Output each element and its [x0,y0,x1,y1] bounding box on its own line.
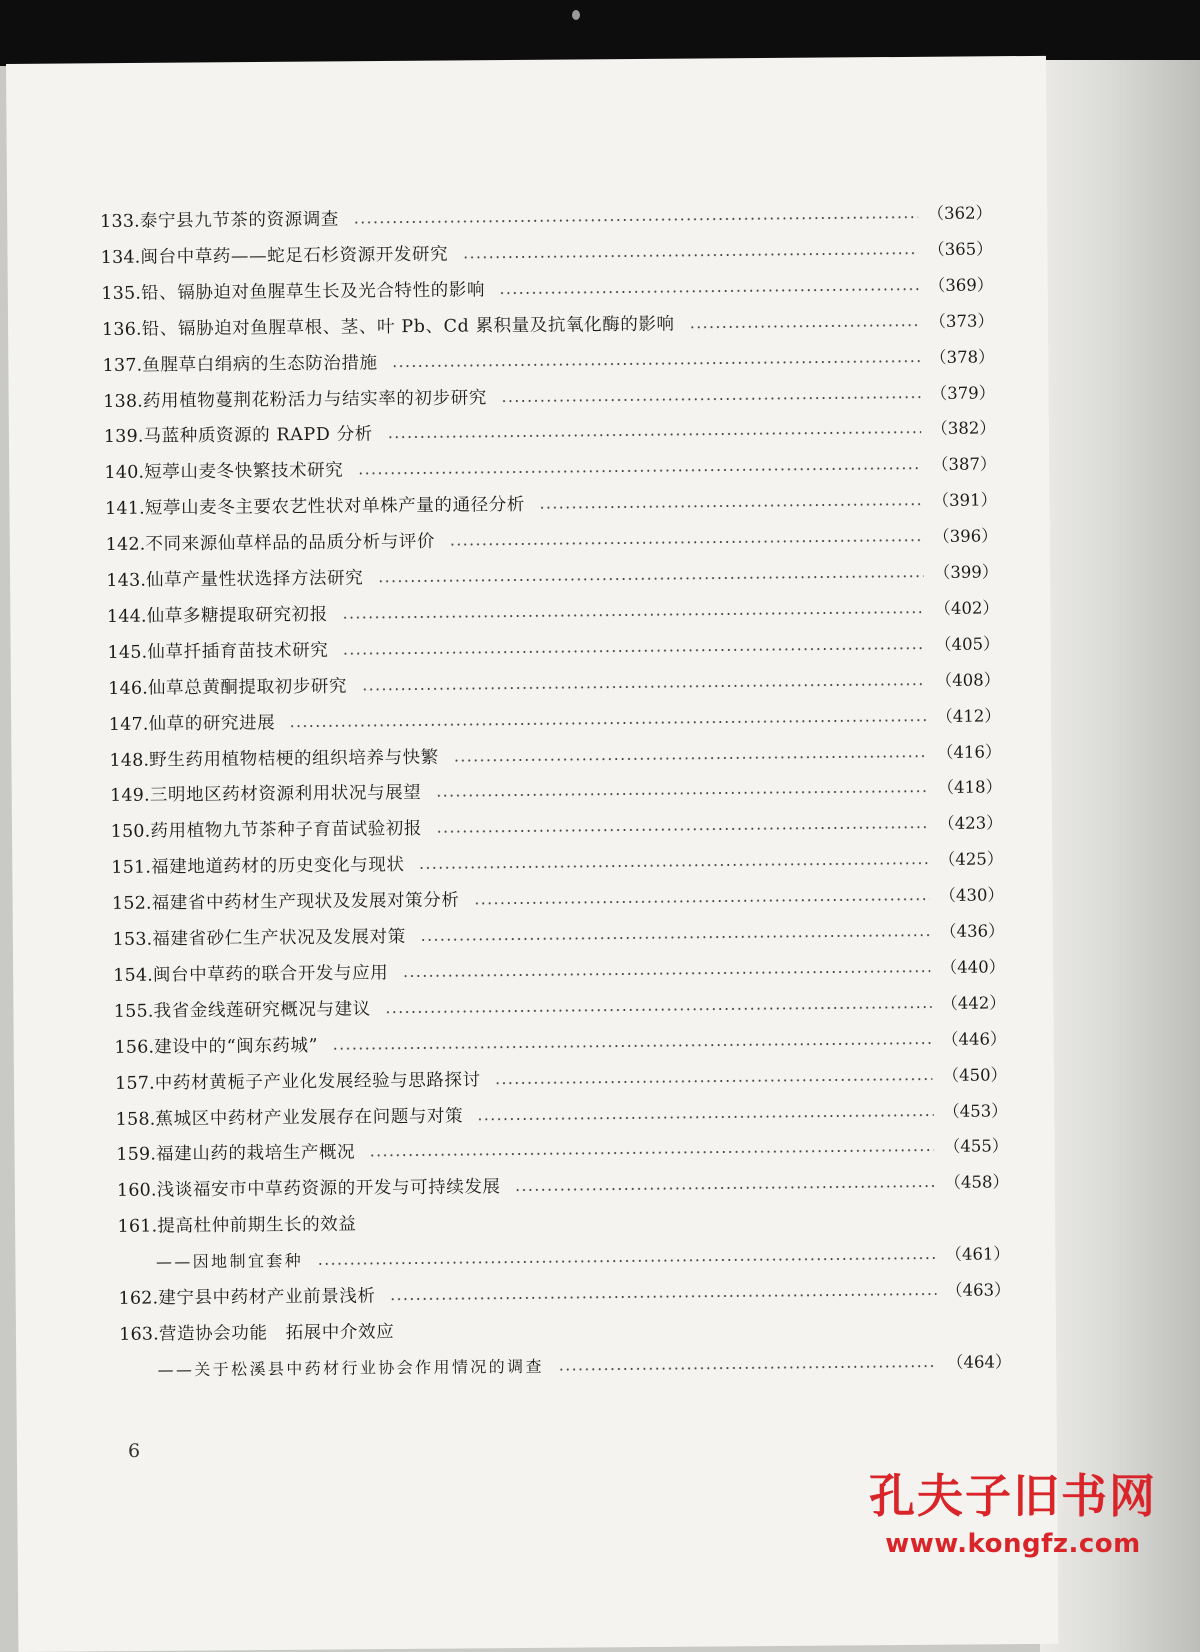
entry-title: 闽台中草药的联合开发与应用 [152,963,389,986]
page-number: 6 [128,1440,141,1462]
entry-title: 福建地道药材的历史变化与现状 [151,855,405,878]
watermark-url: www.kongfz.com [885,1529,1141,1559]
dot-leader [342,611,925,619]
toc-entry [104,453,996,486]
dot-leader [453,755,927,762]
entry-number: 155. [113,1001,154,1022]
entry-title: 福建山药的栽培生产概况 [156,1142,356,1165]
entry-number: 149. [110,785,150,807]
entry-number: 135. [101,283,142,304]
toc-entry [113,955,1005,988]
entry-title: 铅、镉胁迫对鱼腥草生长及光合特性的影响 [141,280,486,304]
entry-number: 150. [110,821,151,843]
dot-leader [361,683,926,690]
dot-leader [515,1185,935,1191]
entry-title: 野生药用植物桔梗的组织培养与快繁 [149,747,439,771]
toc-entry [112,883,1004,916]
entry-page: （461） [945,1244,1010,1265]
watermark-logo [848,1466,1178,1562]
entry-number: 138. [103,391,144,412]
entry-page: （408） [935,670,1001,690]
entry-title: 建宁县中药材产业前景浅析 [158,1286,376,1309]
entry-page: （405） [934,634,1000,654]
entry-number: 154. [113,965,154,986]
entry-number: 134. [100,247,141,268]
entry-number: 151. [111,857,152,879]
entry-page: （399） [933,562,999,583]
entry-page: （450） [942,1064,1008,1085]
dot-leader [558,1365,937,1371]
entry-number: 139. [103,426,144,448]
entry-title: 鱼腥草白绢病的生态防治措施 [142,352,378,376]
entry-number: 161. [117,1216,158,1238]
entry-number: 152. [111,893,152,915]
entry-page: （379） [930,382,996,403]
toc-entry [111,848,1003,881]
entry-title: 药用植物九节茶种子育苗试验初报 [150,819,423,842]
entry-page: （455） [943,1136,1009,1157]
entry-number: 147. [108,714,149,735]
dot-leader [436,826,928,833]
entry-title: 建设中的“闽东药城” [154,1035,319,1058]
toc-entry [118,1278,1010,1311]
entry-title: 我省金线莲研究概况与建议 [153,999,371,1022]
entry-title: 不同来源仙草样品的品质分析与评价 [145,531,436,555]
entry-title: 仙草扦插育苗技术研究 [147,640,329,663]
entry-title: 福建省砂仁生产状况及发展对策 [152,927,406,950]
dot-leader [689,324,920,328]
entry-title: 仙草产量性状选择方法研究 [146,568,364,591]
entry-number: 158. [115,1109,156,1130]
dot-leader [501,396,921,402]
entry-page: （373） [929,311,995,331]
dot-leader [449,539,923,546]
dot-leader [473,898,929,904]
entry-number: 162. [118,1288,159,1309]
entry-title: 马蓝种质资源的 RAPD 分析 [143,424,373,447]
toc-entry [109,704,1001,737]
dot-leader [369,1149,934,1156]
entry-number: 148. [109,750,150,771]
entry-page: （418） [937,777,1003,798]
entry-title: 铅、镉胁迫对鱼腥草根、茎、叶 Pb、Cd 累积量及抗氧化酶的影响 [141,314,675,340]
toc-entry [114,991,1006,1024]
page-edge-shadow [1040,60,1200,1652]
toc-entry [114,1027,1006,1060]
entry-number: 144. [106,606,147,627]
dot-leader [377,575,924,582]
entry-page: （378） [929,347,995,367]
entry-page: （453） [943,1100,1008,1121]
dot-leader [419,862,929,869]
dot-leader [499,288,919,294]
entry-title: 仙草多糖提取研究初报 [146,604,328,627]
entry-page: （396） [933,526,998,547]
toc-entry [115,1063,1007,1096]
watermark-text: 孔夫子旧书网 [869,1469,1157,1523]
dot-leader [332,1042,932,1050]
entry-number: 159. [116,1144,157,1166]
toc-entry [112,919,1004,952]
dot-leader [390,1293,937,1300]
toc-entry [106,560,998,593]
entry-page: （442） [941,993,1006,1013]
toc-entry [103,381,995,414]
dot-leader [357,467,922,474]
entry-number: 153. [112,929,153,950]
toc-entry [105,489,997,522]
dot-leader [289,719,926,727]
toc-entry [108,668,1000,701]
toc-entry [102,345,994,378]
entry-title: 营造协会功能 拓展中介效应 [158,1322,395,1345]
entry-subtitle: ——关于松溪县中药材行业协会作用情况的调查 [157,1356,545,1380]
entry-page: （412） [936,705,1001,726]
entry-page: （423） [938,813,1003,834]
entry-number: 157. [115,1073,155,1094]
entry-title: 三明地区药材资源利用状况与展望 [149,783,422,806]
entry-title: 福建省中药材生产现状及发展对策分析 [151,890,460,914]
entry-page: （463） [945,1280,1011,1300]
table-of-contents [100,201,1012,1410]
entry-number: 141. [105,498,145,520]
dot-leader [385,1006,932,1013]
entry-title: 泰宁县九节茶的资源调查 [139,209,340,232]
entry-title: 闽台中草药——蛇足石杉资源开发研究 [140,244,449,268]
entry-page: （440） [940,957,1006,977]
entry-page: （362） [927,203,993,224]
entry-title: 短葶山麦冬主要农艺性状对单株产量的通径分析 [144,495,526,519]
entry-page: （436） [939,921,1005,941]
entry-number: 146. [108,678,149,699]
entry-number: 145. [107,642,148,663]
entry-number: 137. [102,355,143,376]
dot-leader [387,432,921,439]
entry-title: 提高杜仲前期生长的效益 [157,1214,357,1237]
dot-leader [353,216,918,223]
entry-page: （382） [931,418,996,439]
toc-entry [106,524,998,557]
entry-number: 143. [106,570,147,591]
toc-entry [107,596,999,629]
entry-page: （369） [928,275,994,295]
entry-title: 短葶山麦冬快繁技术研究 [144,460,344,483]
entry-subtitle: ——因地制宜套种 [155,1251,304,1272]
entry-number: 156. [114,1037,155,1058]
dot-leader [402,970,930,977]
toc-entry [116,1099,1008,1132]
toc-entry [111,812,1003,845]
dot-leader [539,503,923,509]
entry-number: 142. [105,534,146,556]
entry-number: 160. [116,1180,157,1202]
entry-page: （387） [931,454,997,475]
dot-leader [392,360,920,367]
toc-entry [109,740,1001,773]
entry-page: （402） [934,598,1000,618]
entry-title: 浅谈福安市中草药资源的开发与可持续发展 [156,1177,501,1201]
entry-page: （464） [946,1352,1012,1372]
toc-entry [107,632,999,665]
entry-number: 163. [119,1324,160,1345]
entry-title: 蕉城区中药材产业发展存在问题与对策 [155,1106,464,1130]
entry-page: （458） [944,1172,1010,1193]
entry-page: （425） [938,849,1004,870]
entry-title: 中药材黄栀子产业化发展经验与思路探讨 [154,1069,481,1094]
dot-leader [477,1114,933,1120]
entry-title: 仙草的研究进展 [148,712,276,735]
entry-number: 140. [104,462,145,484]
dot-leader [317,1257,935,1265]
entry-page: （365） [928,239,993,259]
entry-page: （391） [932,490,998,511]
binding-mark [572,10,580,20]
toc-entry [117,1171,1009,1204]
dot-leader [435,790,927,797]
toc-entry [101,273,993,306]
entry-title: 仙草总黄酮提取初步研究 [147,676,348,699]
toc-entry [116,1135,1008,1168]
dot-leader [495,1078,933,1084]
dot-leader [420,934,930,941]
toc-entry [101,237,993,270]
entry-page: （416） [936,741,1002,762]
entry-number: 133. [100,211,140,232]
entry-number: 136. [101,319,142,340]
entry-title: 药用植物蔓荆花粉活力与结实率的初步研究 [142,387,487,412]
dot-leader [342,647,925,655]
dot-leader [462,252,918,258]
toc-entry [117,1207,1010,1275]
toc-entry [102,309,994,342]
toc-entry [104,417,996,450]
toc-entry [119,1314,1012,1382]
toc-entry [110,776,1002,809]
entry-page: （446） [941,1029,1007,1049]
entry-page: （430） [939,885,1005,906]
